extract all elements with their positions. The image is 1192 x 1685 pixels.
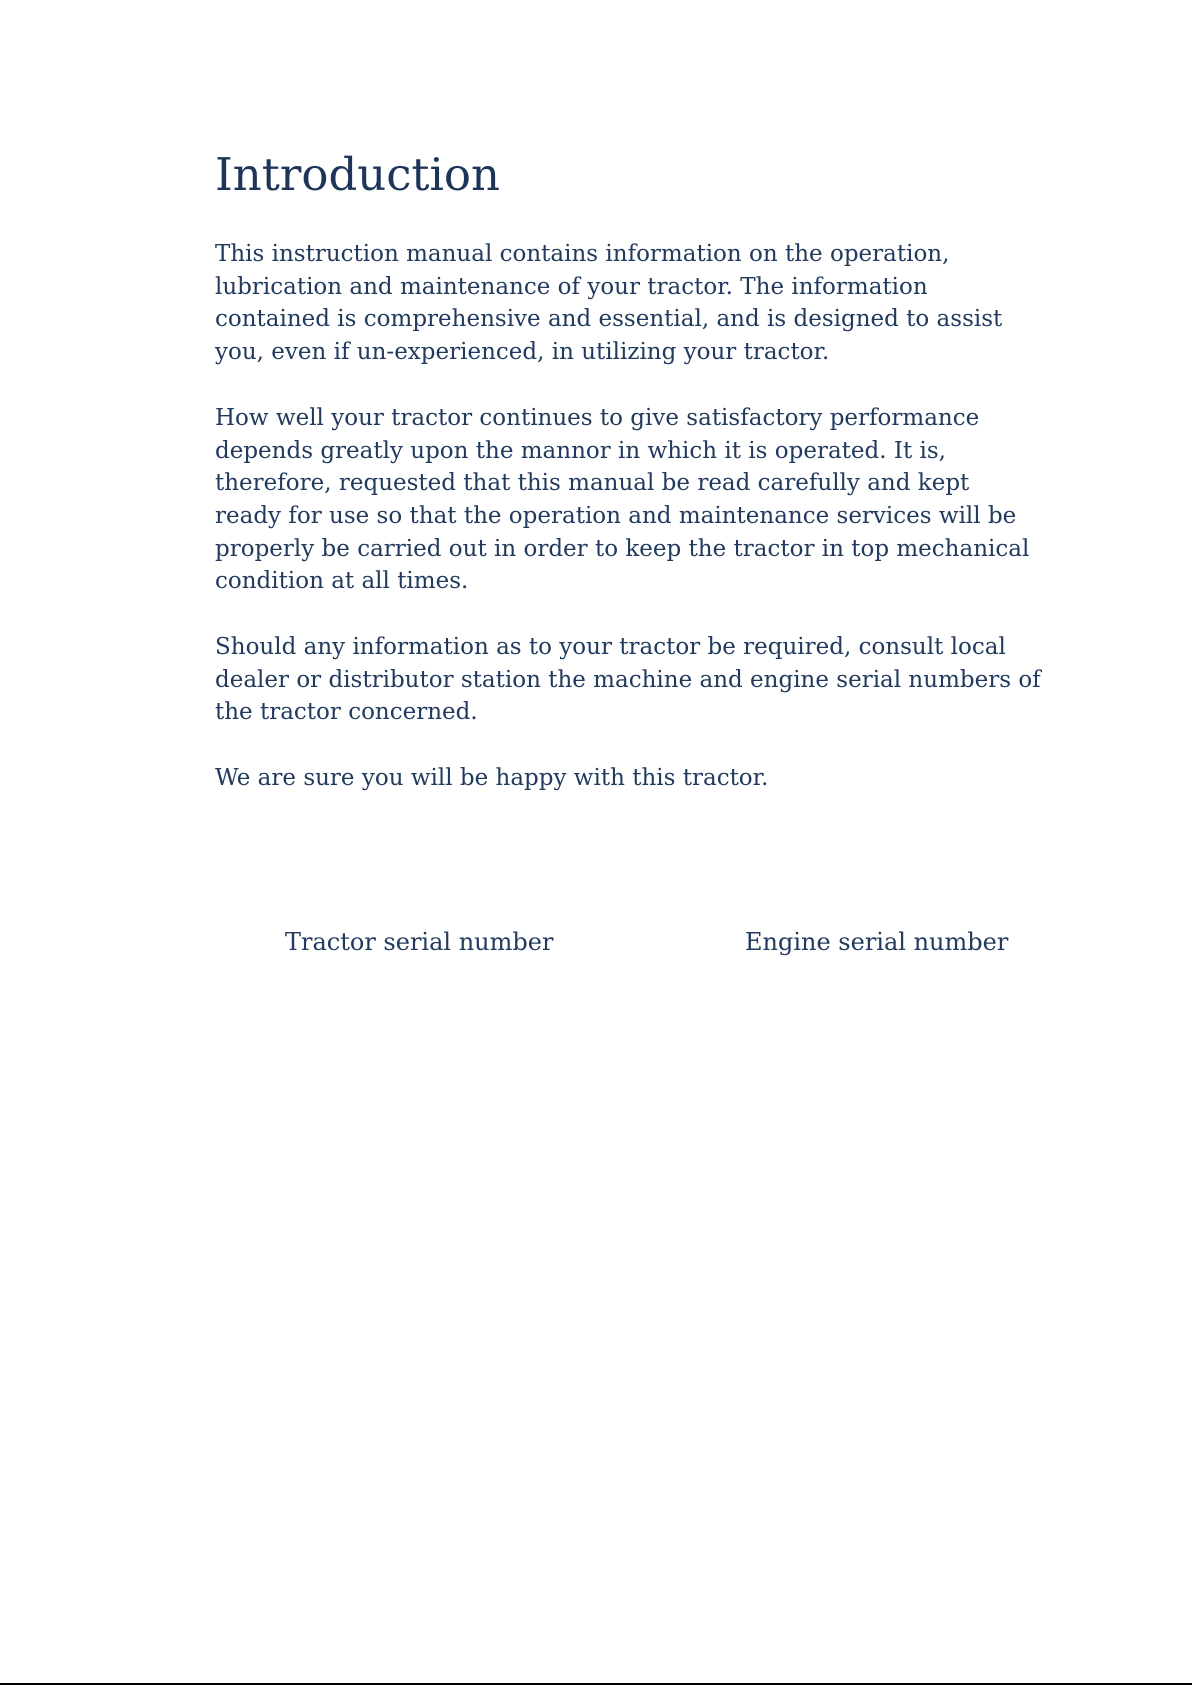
paragraph-line: dealer or distributor station the machine and engine serial numbers of (215, 666, 1041, 693)
engine-serial-number-label: Engine serial number (745, 928, 1009, 956)
paragraph-line: lubrication and maintenance of your tractor. The information (215, 273, 928, 300)
paragraph-line: This instruction manual contains information on the operation, (215, 241, 950, 267)
paragraph-operation-info (215, 238, 1095, 369)
paragraph-line: Should any information as to your tractor be required, consult local (215, 634, 1006, 661)
paragraph-line: ready for use so that the operation and maintenance services will be (215, 502, 1017, 529)
paragraph-line: therefore, requested that this manual be read carefully and kept (215, 470, 970, 497)
paragraph-line: depends greatly upon the mannor in which it is operated. It is, (215, 437, 946, 464)
paragraph-performance (215, 402, 1095, 598)
paragraph-line: We are sure you will be happy with this tractor. (215, 765, 769, 792)
paragraph-line: the tractor concerned. (215, 699, 478, 726)
paragraph-line: How well your tractor continues to give satisfactory performance (215, 404, 980, 431)
paragraph-line: condition at all times. (215, 568, 469, 595)
tractor-serial-number-label: Tractor serial number (285, 928, 554, 956)
introduction-body (215, 238, 1095, 828)
paragraph-line: properly be carried out in order to keep the tractor in top mechanical (215, 535, 1030, 562)
paragraph-dealer-contact (215, 631, 1095, 729)
paragraph-closing (215, 762, 1095, 795)
paragraph-line: you, even if un-experienced, in utilizing your tractor. (215, 339, 830, 366)
paragraph-line: contained is comprehensive and essential, and is designed to assist (215, 306, 1003, 333)
page-title: Introduction (215, 148, 500, 201)
